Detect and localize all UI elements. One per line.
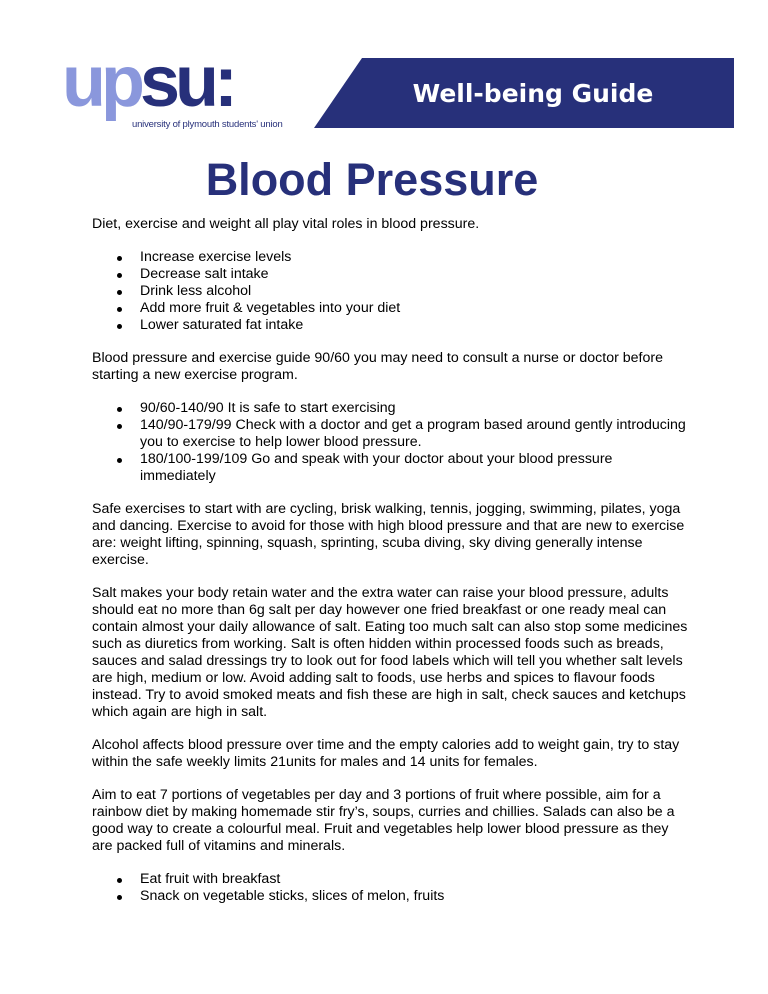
fruit-tips-list: [92, 871, 692, 905]
list-item: Decrease salt intake: [92, 266, 692, 283]
list-item: 180/100-199/109 Go and speak with your doctor about your blood pressure immediately: [92, 451, 692, 485]
logo-part-up: up: [62, 42, 140, 122]
wellbeing-banner: [314, 58, 734, 128]
logo-tagline: university of plymouth students' union: [132, 119, 283, 130]
safe-exercises-paragraph: Safe exercises to start with are cycling, brisk walking, tennis, jogging, swimming, pilates, yoga and dancing. Exercise to avoid for those with high blood pressure and that are new to exercise are: weight lifting, spinning, squash, sprinting, scuba diving, sky diving generally intense exercise.: [92, 501, 685, 568]
logo-wordmark: [62, 42, 233, 122]
list-item: Lower saturated fat intake: [92, 317, 692, 334]
banner-label: Well-being Guide: [412, 78, 654, 108]
list-item: Eat fruit with breakfast: [92, 871, 692, 888]
list-item: 140/90-179/99 Check with a doctor and get a program based around gently introducing you to exercise to help lower blood pressure.: [92, 417, 692, 451]
list-item: 90/60-140/90 It is safe to start exercising: [92, 400, 692, 417]
salt-paragraph: Salt makes your body retain water and the extra water can raise your blood pressure, adults should eat no more than 6g salt per day however one fried breakfast or one ready meal can contain almost your daily allowance of salt. Eating too much salt can also stop some medicines such as diuretics from working. Salt is often hidden within processed foods such as breads, sauces and salad dressings try to look out for food labels which will tell you whether salt levels are high, medium or low. Avoid adding salt to foods, use herbs and spices to flavour foods instead. Try to avoid smoked meats and fish these are high in salt, check sauces and ketchups which again are high in salt.: [92, 585, 688, 720]
exercise-guide-list: [92, 400, 692, 485]
page-title: Blood Pressure: [205, 154, 539, 205]
exercise-guide-intro: Blood pressure and exercise guide 90/60 you may need to consult a nurse or doctor before starting a new exercise program.: [92, 350, 664, 383]
upsu-logo: [62, 42, 302, 136]
tips-list: [92, 249, 692, 334]
fruit-veg-paragraph: Aim to eat 7 portions of vegetables per day and 3 portions of fruit where possible, aim for a rainbow diet by making homemade stir fry’s, soups, curries and chillies. Salads can also be a good way to create a colourful meal. Fruit and vegetables help lower blood pressure as they are packed full of vitamins and minerals.: [92, 787, 675, 854]
list-item: Add more fruit & vegetables into your diet: [92, 300, 692, 317]
list-item: Snack on vegetable sticks, slices of melon, fruits: [92, 888, 692, 905]
intro-paragraph: Diet, exercise and weight all play vital roles in blood pressure.: [92, 216, 480, 232]
list-item: Drink less alcohol: [92, 283, 692, 300]
alcohol-paragraph: Alcohol affects blood pressure over time and the empty calories add to weight gain, try to stay within the safe weekly limits 21units for males and 14 units for females.: [92, 737, 680, 770]
logo-part-su: su:: [139, 42, 233, 122]
document-body: [92, 152, 692, 905]
list-item: Increase exercise levels: [92, 249, 692, 266]
